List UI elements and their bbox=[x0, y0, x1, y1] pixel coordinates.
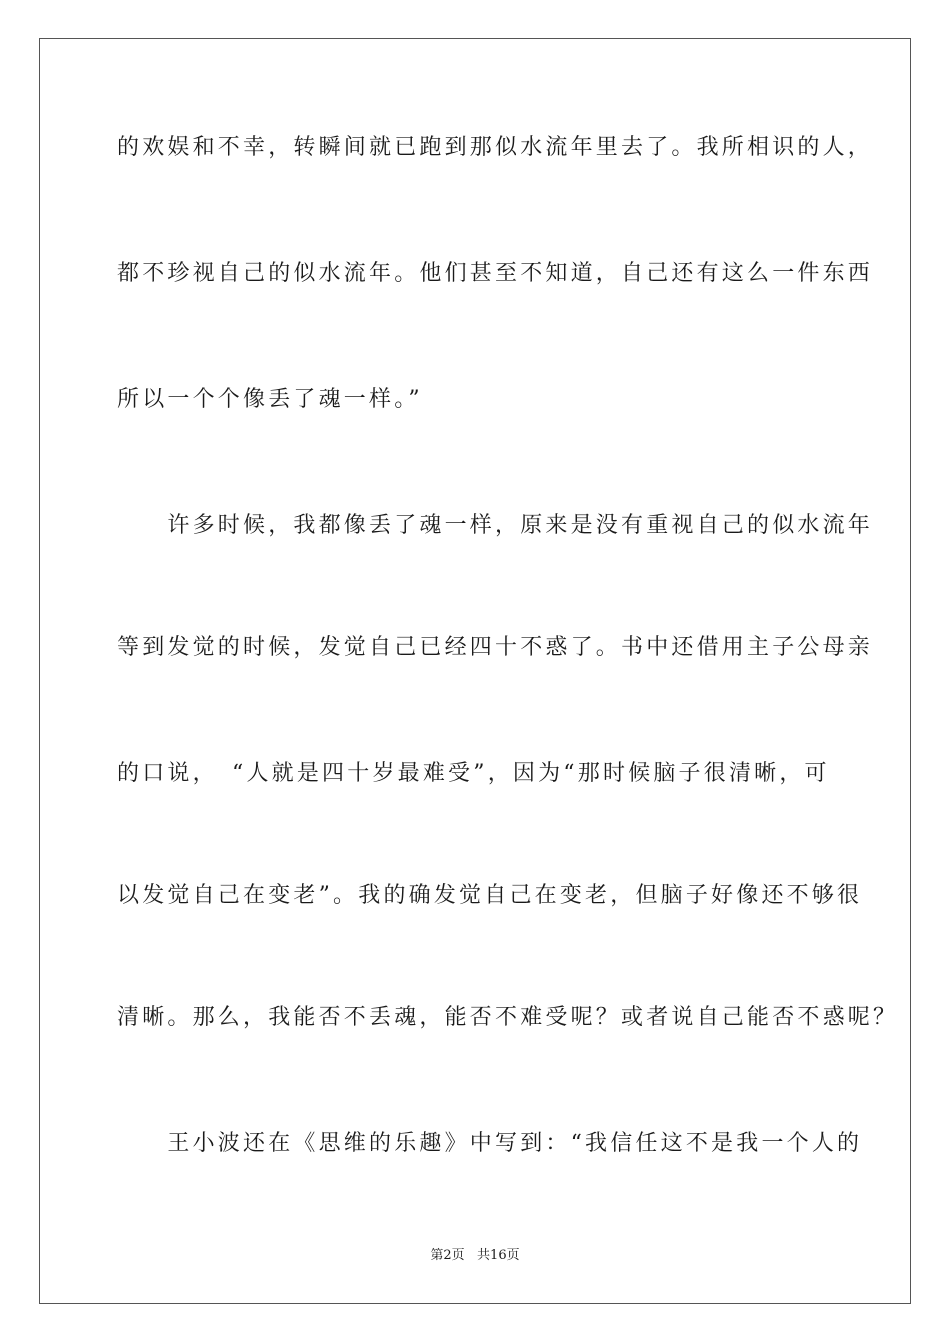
text-line-5: 等到发觉的时候，发觉自己已经四十不惑了。书中还借用主子公母亲 bbox=[117, 635, 874, 660]
text-line-6: 的口说， “人就是四十岁最难受”，因为“那时候脑子很清晰，可 bbox=[117, 761, 830, 786]
text-line-7: 以发觉自己在变老”。我的确发觉自己在变老，但脑子好像还不够很 bbox=[117, 883, 863, 908]
text-line-3: 所以一个个像丢了魂一样。” bbox=[117, 387, 423, 412]
page-border bbox=[39, 38, 911, 1304]
page-number-footer: 第2页 共16页 bbox=[430, 1248, 520, 1263]
text-line-9: 王小波还在《思维的乐趣》中写到：“我信任这不是我一个人的 bbox=[117, 1131, 863, 1156]
text-line-8: 清晰。那么，我能否不丢魂，能否不难受呢？或者说自己能否不惑呢？ bbox=[117, 1005, 899, 1030]
text-line-1: 的欢娱和不幸，转瞬间就已跑到那似水流年里去了。我所相识的人， bbox=[117, 135, 874, 160]
text-line-4: 许多时候，我都像丢了魂一样，原来是没有重视自己的似水流年 bbox=[117, 513, 874, 538]
text-line-2: 都不珍视自己的似水流年。他们甚至不知道，自己还有这么一件东西 bbox=[117, 261, 874, 286]
